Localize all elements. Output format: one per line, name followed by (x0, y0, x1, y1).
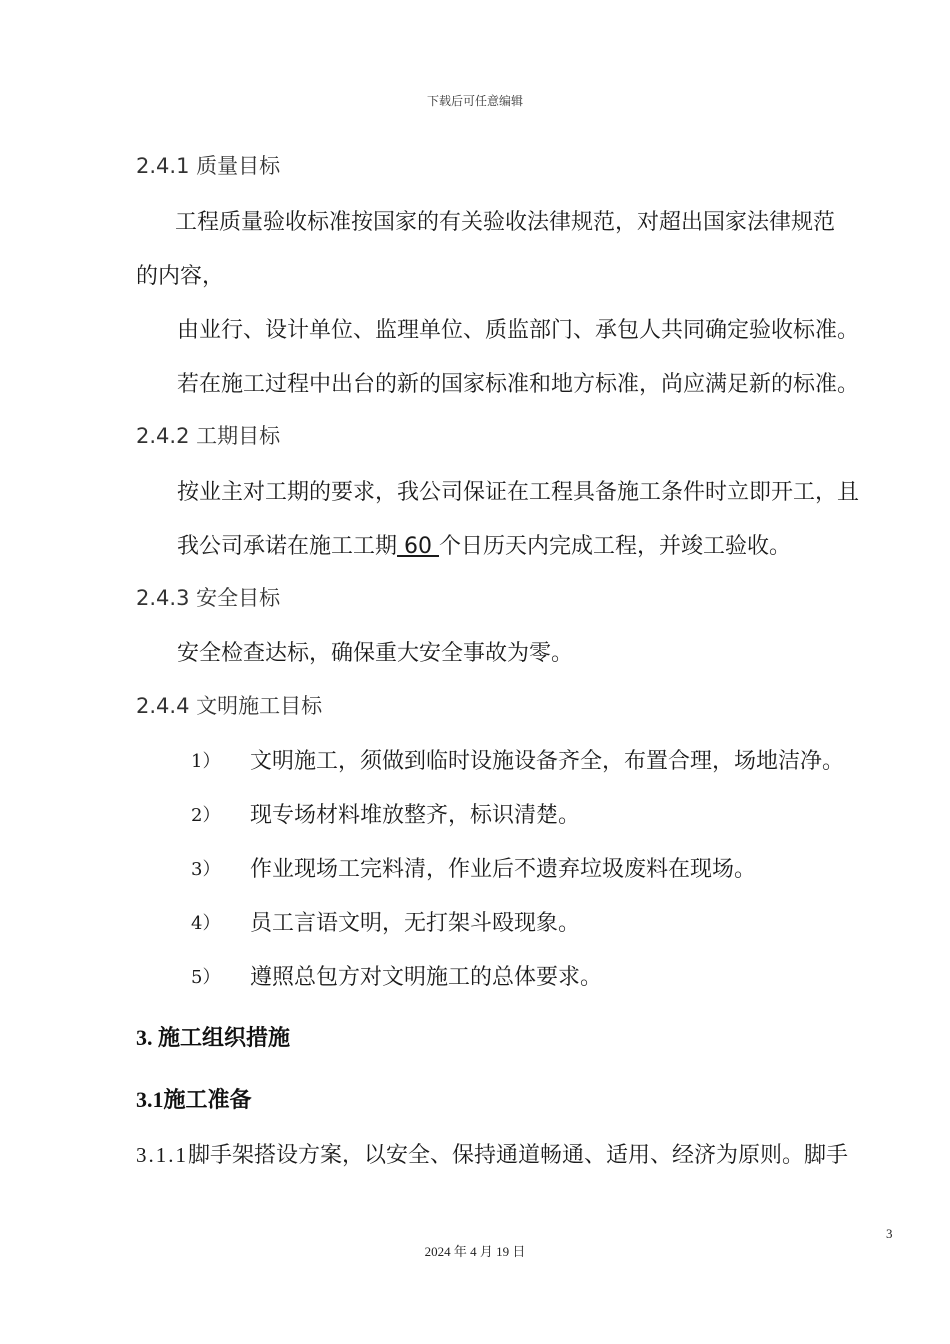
paragraph-line: 由业行、设计单位、监理单位、质监部门、承包人共同确定验收标准。 (177, 318, 860, 343)
list-item: 遵照总包方对文明施工的总体要求。 (250, 965, 603, 990)
section-title-3-1: 3.1施工准备 (136, 1087, 252, 1112)
list-item: 现专场材料堆放整齐，标识清楚。 (250, 803, 581, 828)
paragraph-line (177, 529, 791, 560)
paragraph-line: 工程质量验收标准按国家的有关验收法律规范，对超出国家法律规范 (175, 210, 836, 235)
text-segment: 我公司承诺在施工工期 (177, 534, 398, 559)
section-title-2-4-4: 2.4.4 文明施工目标 (136, 694, 323, 718)
list-item-number: 2） (191, 805, 221, 826)
paragraph-line (136, 1138, 848, 1169)
list-item-number: 1） (191, 751, 221, 772)
paragraph-line: 安全检查达标，确保重大安全事故为零。 (177, 641, 574, 666)
list-item-number: 5） (191, 967, 221, 988)
paragraph-line: 的内容， (136, 264, 225, 289)
list-item-number: 4） (191, 913, 221, 934)
list-item: 文明施工，须做到临时设施设备齐全，布置合理，场地洁净。 (250, 749, 845, 774)
page-number: 3 (886, 1226, 893, 1241)
chapter-title-3: 3. 施工组织措施 (136, 1025, 291, 1050)
section-title-2-4-1: 2.4.1 质量目标 (136, 154, 281, 178)
list-item: 作业现场工完料清，作业后不遗弃垃圾废料在现场。 (250, 857, 757, 882)
paragraph-line: 若在施工过程中出台的新的国家标准和地方标准，尚应满足新的标准。 (177, 372, 860, 397)
paragraph-line: 按业主对工期的要求，我公司保证在工程具备施工条件时立即开工，且 (177, 480, 860, 505)
text-segment: 个日历天内完成工程，并竣工验收。 (439, 534, 792, 559)
text-segment: 脚手架搭设方案，以安全、保持通道畅通、适用、经济为原则。脚手 (188, 1143, 849, 1168)
footer-date: 2024 年 4 月 19 日 (424, 1244, 526, 1259)
period-days-value: 60 (397, 534, 439, 559)
section-title-2-4-2: 2.4.2 工期目标 (136, 424, 281, 448)
list-item-number: 3） (191, 859, 221, 880)
section-title-2-4-3: 2.4.3 安全目标 (136, 586, 281, 610)
page-header: 下载后可任意编辑 (426, 94, 523, 108)
clause-number: 3.1.1 (136, 1143, 188, 1167)
list-item: 员工言语文明，无打架斗殴现象。 (250, 911, 581, 936)
